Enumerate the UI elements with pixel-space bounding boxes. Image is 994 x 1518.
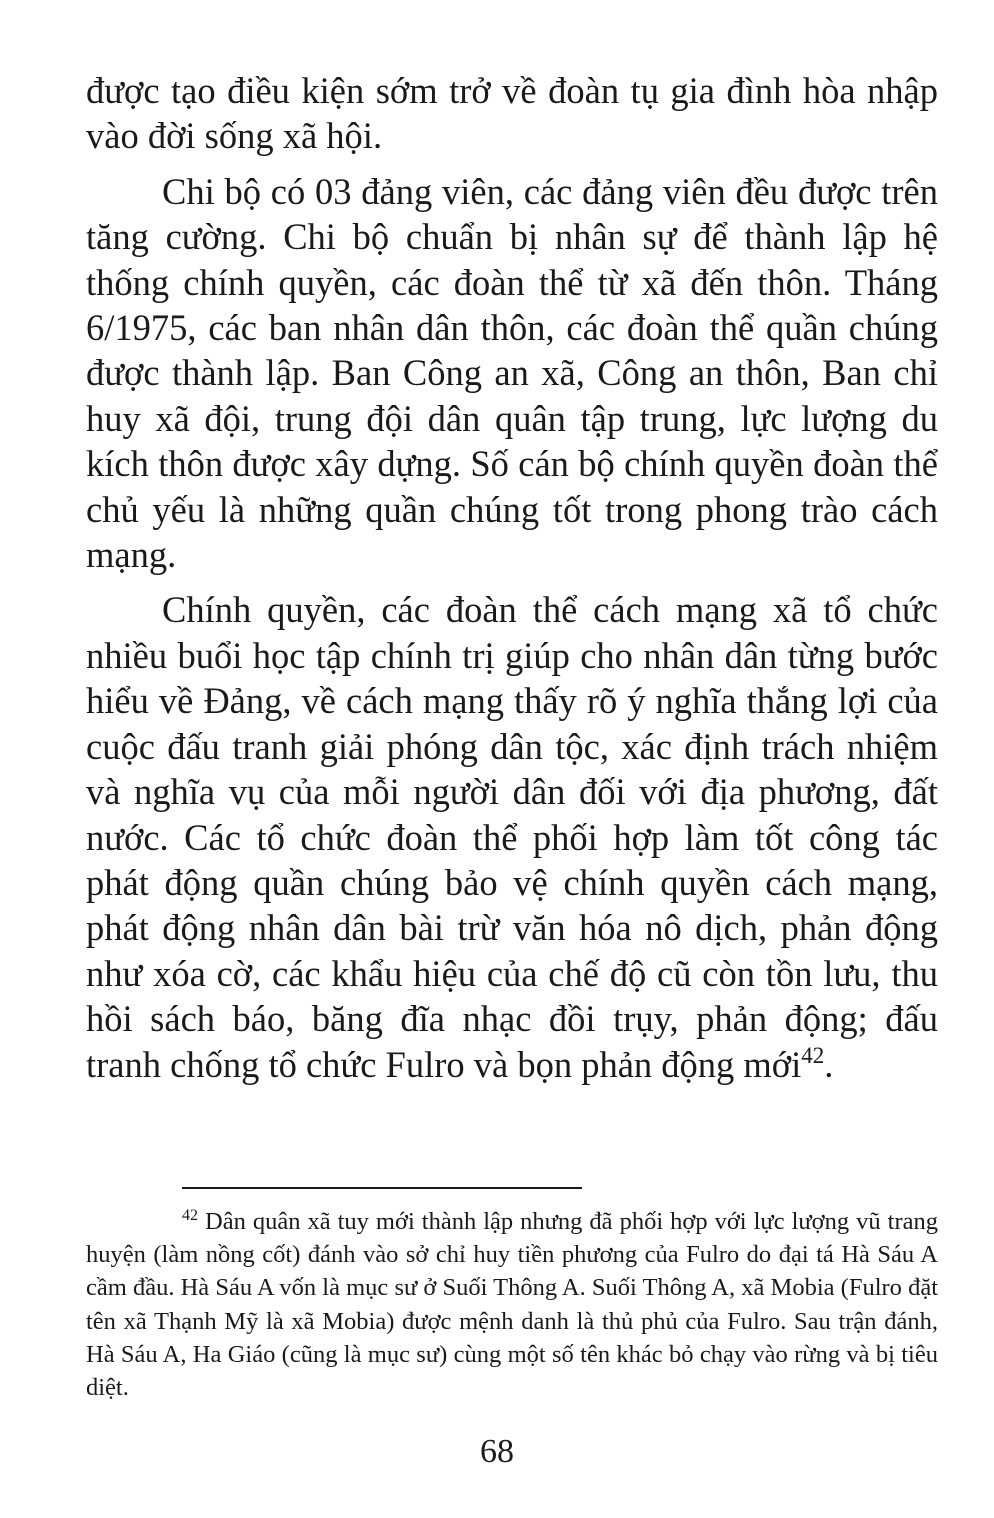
footnote-text: Dân quân xã tuy mới thành lập nhưng đã phối hợp với lực lượng vũ trang huyện (làm nồng cốt) đánh vào sở chỉ huy tiền phương của Fulro do đại tá Hà Sáu A cầm đầu. Hà Sáu A vốn là mục sư ở Suối Thông A. Suối Thông A, xã Mobia (Fulro đặt tên xã Thạnh Mỹ là xã Mobia) được mệnh danh là thủ phủ của Fulro. Sau trận đánh, Hà Sáu A, Ha Giáo (cũng là mục sư) cùng một số tên khác bỏ chạy vào rừng và bị tiêu diệt. (86, 1208, 939, 1402)
paragraph-3-text: Chính quyền, các đoàn thể cách mạng xã tổ chức nhiều buổi học tập chính trị giúp cho nhân dân từng bước hiểu về Đảng, về cách mạng thấy rõ ý nghĩa thắng lợi của cuộc đấu tranh giải phóng dân tộc, xác định trách nhiệm và nghĩa vụ của mỗi người dân đối với địa phương, đất nước. Các tổ chức đoàn thể phối hợp làm tốt công tác phát động quần chúng bảo vệ chính quyền cách mạng, phát động nhân dân bài trừ văn hóa nô dịch, phản động như xóa cờ, các khẩu hiệu của chế độ cũ còn tồn lưu, thu hồi sách báo, băng đĩa nhạc đồi trụy, phản động; đấu tranh chống tổ chức Fulro và bọn phản động mới (86, 589, 938, 1085)
footnote-separator (182, 1187, 582, 1189)
paragraph-2 (86, 169, 938, 578)
page-number: 68 (480, 1433, 514, 1470)
paragraph-3-end: . (824, 1043, 834, 1085)
paragraph-1 (86, 68, 938, 159)
main-text (86, 68, 938, 1087)
paragraph-2-text: Chi bộ có 03 đảng viên, các đảng viên đều được trên tăng cường. Chi bộ chuẩn bị nhân sự để thành lập hệ thống chính quyền, các đoàn thể từ xã đến thôn. Tháng 6/1975, các ban nhân dân thôn, các đoàn thể quần chúng được thành lập. Ban Công an xã, Công an thôn, Ban chỉ huy xã đội, trung đội dân quân tập trung, lực lượng du kích thôn được xây dựng. Số cán bộ chính quyền đoàn thể chủ yếu là những quần chúng tốt trong phong trào cách mạng. (86, 170, 938, 576)
footnote-reference[interactable]: 42 (801, 1042, 825, 1068)
footnote-number: 42 (182, 1207, 198, 1224)
paragraph-3 (86, 587, 938, 1086)
paragraph-1-text: được tạo điều kiện sớm trở về đoàn tụ gia đình hòa nhập vào đời sống xã hội. (86, 70, 938, 157)
footnote (86, 1205, 938, 1404)
